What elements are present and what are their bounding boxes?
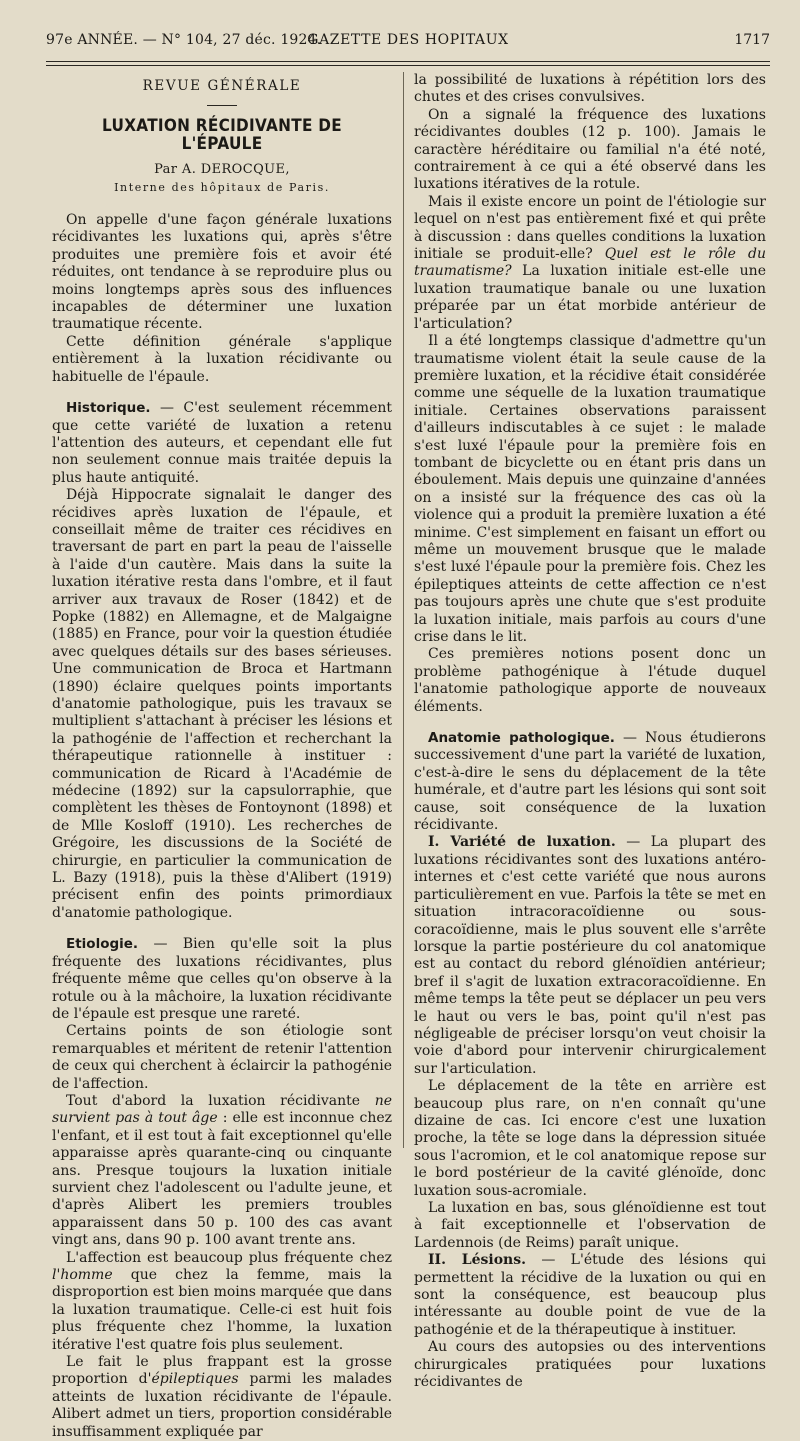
page-number: 1717	[734, 32, 770, 48]
section-heading: Anatomie pathologique.	[428, 730, 615, 747]
paragraph: Cette définition générale s'applique entièrement à la luxation récidivante ou habituelle de l'épaule.	[52, 333, 392, 385]
paragraph: Déjà Hippocrate signalait le danger des récidives après luxation de l'épaule, et conseillait même de traiter ces récidives en traversant de part en part la peau de l'aisselle à l'aide d'un cautère. Mais dans la suite la luxation itérative resta dans l'ombre, et il faut arriver aux travaux de Roser (1842) et de Popke (1882) en Allemagne, et de Malgaigne (1885) en France, pour voir la question étudiée avec quelques détails sur des bases sérieuses. Une communication de Broca et Hartmann (1890) éclaire quelques points importants d'anatomie pathologique, puis les travaux se multiplient s'attachant à préciser les lésions et la pathogénie de l'affection et recherchant la thérapeutique rationnelle à instituer : communication de Ricard à l'Académie de médecine (1892) sur la capsulorraphie, que complètent les thèses de Fontoynont (1898) et de Mlle Kosloff (1910). Les recherches de Grégoire, les discussions de la Société de chirurgie, en particulier la communication de L. Bazy (1918), puis la thèse d'Alibert (1919) précisent enfin des points primordiaux d'anatomie pathologique.	[52, 487, 392, 921]
paragraph: Tout d'abord la luxation récidivante ne survient pas à tout âge : elle est inconnue chez l'enfant, et il est tout à fait exceptionnel qu'elle apparaisse après quarante-cinq ou cinquante ans. Presque toujours la luxation initiale survient chez l'adolescent ou l'adulte jeune, et d'après Alibert les premiers troubles apparaissent dans 50 p. 100 des cas avant vingt ans, dans 90 p. 100 avant trente ans.	[52, 1092, 392, 1249]
subsection-heading: I. Variété de luxation.	[428, 834, 616, 851]
left-column	[52, 72, 392, 1441]
header-rule-bottom	[46, 65, 770, 66]
paragraph: Au cours des autopsies ou des interventions chirurgicales pratiquées pour luxations récidivantes de	[414, 1339, 766, 1391]
paragraph: On appelle d'une façon générale luxations récidivantes les luxations qui, après s'être produites une première fois et avoir été réduites, ont tendance à se reproduire plus ou moins longtemps après sous des influences incapables de déterminer une luxation traumatique récente.	[52, 212, 392, 333]
author-affiliation: Interne des hôpitaux de Paris.	[114, 180, 330, 194]
subsection-heading: II. Lésions.	[428, 1252, 526, 1269]
paragraph: L'affection est beaucoup plus fréquente chez l'homme que chez la femme, mais la disproportion est bien moins marquée que dans la luxation traumatique. Celle-ci est huit fois plus fréquente chez l'homme, la luxation itérative l'est quatre fois plus seulement.	[52, 1249, 392, 1353]
paragraph: Mais il existe encore un point de l'étiologie sur lequel on n'est pas entièrement fixé et qui prête à discussion : dans quelles conditions la luxation initiale se produit-elle? Quel est le rôle du traumatisme? La luxation initiale est-elle une luxation traumatique banale ou une luxation préparée par un état morbide antérieur de l'articulation?	[414, 193, 767, 332]
section-heading: Historique.	[66, 400, 151, 417]
right-column	[414, 72, 766, 1391]
section-heading: Etiologie.	[66, 936, 139, 953]
section-etiologie: Etiologie. — Bien qu'elle soit la plus fréquente des luxations récidivantes, plus fréquente même que celles qu'on observe à la rotule ou à la mâchoire, la luxation récidivante de l'épaule est presque une rareté.	[52, 936, 392, 1022]
section-historique: Historique. — C'est seulement récemment que cette variété de luxation a retenu l'attention des auteurs, et cependant elle fut non seulement connue mais traitée depuis la plus haute antiquité.	[52, 400, 392, 486]
journal-title: GAZETTE DES HOPITAUX	[307, 32, 509, 48]
header-rule-top	[46, 61, 770, 62]
section-anatomie: Anatomie pathologique. — Nous étudierons successivement d'une part la variété de luxation, c'est-à-dire le sens du déplacement de la tête humérale, et d'autre part les lésions qui sont soit cause, soit conséquence de la luxation récidivante.	[414, 730, 766, 834]
paragraph: La luxation en bas, sous glénoïdienne est tout à fait exceptionnelle et l'observation de Lardennois (de Reims) paraît unique.	[414, 1200, 766, 1251]
paragraph: On a signalé la fréquence des luxations récidivantes doubles (12 p. 100). Jamais le caractère héréditaire ou familial n'a été noté, contrairement à ce qui a été observé dans les luxations itératives de la rotule.	[414, 106, 766, 193]
paragraph: Il a été longtemps classique d'admettre qu'un traumatisme violent était la seule cause de la première luxation, et la récidive était considérée comme une séquelle de la luxation traumatique initiale. Certaines observations paraissent d'ailleurs indiscutables à ce sujet : le malade s'est luxé l'épaule pour la première fois en tombant de bicyclette ou en étant pris dans un éboulement. Mais depuis une quinzaine d'années on a insisté sur la fréquence des cas où la violence qui a produit la première luxation a été minime. C'est simplement en faisant un effort ou même un mouvement brusque que le malade s'est luxé l'épaule pour la première fois. Chez les épileptiques atteints de cette affection ce n'est pas toujours après une chute que s'est produite la luxation initiale, mais parfois au cours d'une crise dans le lit.	[414, 333, 766, 645]
article-title: LUXATION RÉCIDIVANTE DE L'ÉPAULE	[102, 116, 342, 154]
column-divider	[403, 72, 404, 1148]
subsection-variete: I. Variété de luxation. — La plupart des luxations récidivantes sont des luxations antéro-internes et c'est cette variété que nous aurons particulièrement en vue. Parfois la tête se met en situation intracoracoïdienne ou sous-coracoïdienne, mais le plus souvent elle s'arrête lorsque la partie postérieure du col anatomique est au contact du rebord glénoïdien antérieur; bref il s'agit de luxation extracoracoïdienne. En même temps la tête peut se déplacer un peu vers le haut ou vers le bas, point qu'il n'est pas négligeable de préciser lorsqu'on veut choisir la voie d'abord pour intervenir chirurgicalement sur l'articulation.	[414, 834, 766, 1077]
paragraph: Certains points de son étiologie sont remarquables et méritent de retenir l'attention de ceux qui cherchent à éclaircir la pathogénie de l'affection.	[52, 1023, 392, 1092]
title-separator	[207, 105, 237, 106]
running-header	[46, 30, 770, 54]
paragraph: Le fait le plus frappant est la grosse proportion d'épileptiques parmi les malades atteints de luxation récidivante de l'épaule. Alibert admet un tiers, proportion considérable insuffisamment expliquée par	[52, 1354, 392, 1440]
subsection-lesions: II. Lésions. — L'étude des lésions qui permettent la récidive de la luxation ou qui en sont la conséquence, est beaucoup plus intéressante au double point de vue de la pathogénie et de la thérapeutique à instituer.	[414, 1252, 767, 1338]
article-author: Par A. DEROCQUE,	[154, 162, 290, 178]
paragraph: Ces premières notions posent donc un problème pathogénique à l'étude duquel l'anatomie pathologique apporte de nouveaux éléments.	[414, 646, 766, 715]
rubrique-label: REVUE GÉNÉRALE	[142, 78, 302, 94]
paragraph: la possibilité de luxations à répétition lors des chutes et des crises convulsives.	[414, 72, 766, 106]
issue-info: 97e ANNÉE. — N° 104, 27 déc. 1924.	[46, 32, 322, 48]
paragraph: Le déplacement de la tête en arrière est beaucoup plus rare, on n'en connaît qu'une dizaine de cas. Ici encore c'est une luxation proche, la tête se loge dans la dépression située sous l'acromion, et le col anatomique repose sur le bord postérieur de la cavité glénoïde, donc luxation sous-acromiale.	[414, 1078, 766, 1199]
